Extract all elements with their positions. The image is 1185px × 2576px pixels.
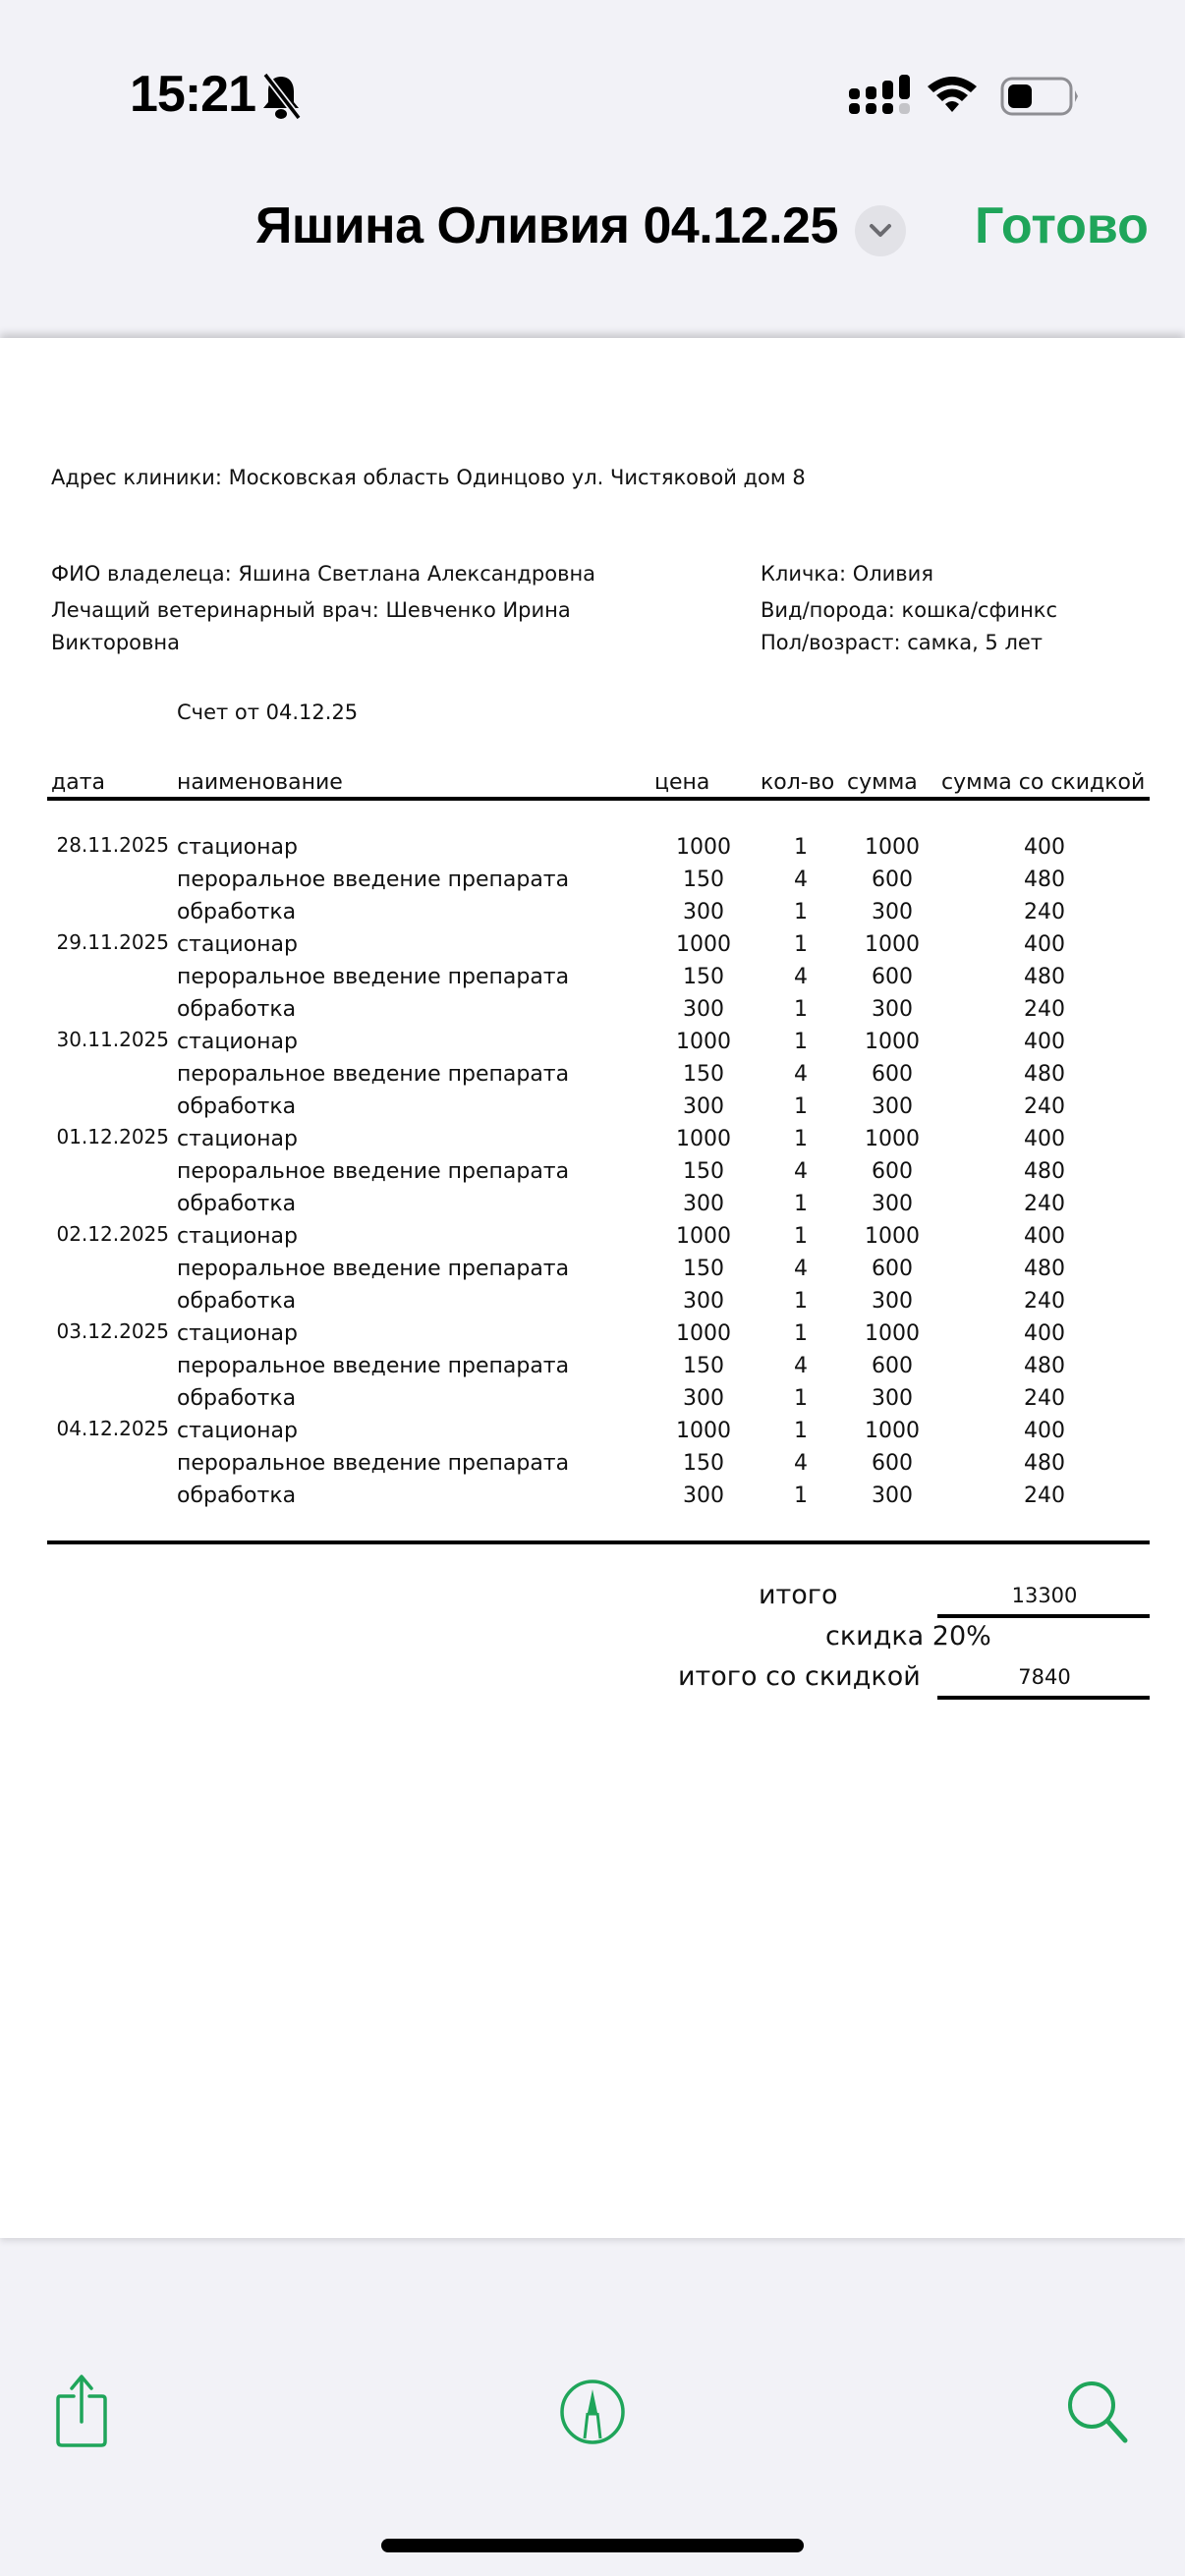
row-qty: 4 <box>794 1257 808 1281</box>
table-row <box>0 932 1185 965</box>
row-date: 30.11.2025 <box>56 1028 169 1051</box>
row-date: 02.12.2025 <box>56 1222 169 1246</box>
row-name: обработка <box>177 1192 297 1216</box>
row-discounted: 480 <box>1024 1257 1065 1281</box>
row-qty: 1 <box>794 997 808 1022</box>
share-icon <box>52 2373 111 2451</box>
table-row <box>0 835 1185 868</box>
row-name: обработка <box>177 1094 297 1119</box>
row-price: 1000 <box>676 1321 731 1346</box>
row-discounted: 240 <box>1024 1289 1065 1314</box>
row-sum: 1000 <box>865 1127 920 1151</box>
discount-label: скидка 20% <box>825 1621 991 1652</box>
row-sum: 600 <box>872 1159 913 1184</box>
row-name: пероральное введение препарата <box>177 1062 570 1087</box>
row-name: пероральное введение препарата <box>177 1451 570 1476</box>
row-discounted: 480 <box>1024 965 1065 989</box>
row-sum: 1000 <box>865 835 920 860</box>
markup-button[interactable] <box>550 2373 635 2451</box>
row-qty: 4 <box>794 1159 808 1184</box>
row-sum: 300 <box>872 1289 913 1314</box>
row-discounted: 480 <box>1024 1159 1065 1184</box>
document-title[interactable]: Яшина Оливия 04.12.25 <box>255 197 838 254</box>
row-qty: 1 <box>794 1321 808 1346</box>
row-name: пероральное введение препарата <box>177 1354 570 1378</box>
row-qty: 1 <box>794 1419 808 1443</box>
doctor-name-line1: Лечащий ветеринарный врач: Шевченко Ирина <box>51 598 571 622</box>
row-qty: 1 <box>794 1224 808 1249</box>
table-bottom-divider <box>47 1540 1150 1544</box>
row-discounted: 480 <box>1024 1451 1065 1476</box>
row-price: 300 <box>683 1484 724 1508</box>
table-row <box>0 1386 1185 1419</box>
row-price: 150 <box>683 1451 724 1476</box>
pet-species: Вид/порода: кошка/сфинкс <box>761 598 1058 622</box>
row-sum: 600 <box>872 1451 913 1476</box>
row-name: стационар <box>177 835 298 860</box>
row-price: 1000 <box>676 1030 731 1054</box>
total-label: итого <box>759 1580 838 1610</box>
row-name: стационар <box>177 1419 298 1443</box>
row-sum: 600 <box>872 965 913 989</box>
table-row <box>0 868 1185 900</box>
row-qty: 1 <box>794 1030 808 1054</box>
table-row <box>0 1451 1185 1484</box>
table-row <box>0 997 1185 1030</box>
row-discounted: 480 <box>1024 1062 1065 1087</box>
row-qty: 4 <box>794 1062 808 1087</box>
row-discounted: 400 <box>1024 835 1065 860</box>
row-name: стационар <box>177 932 298 957</box>
table-row <box>0 1224 1185 1257</box>
row-price: 1000 <box>676 835 731 860</box>
row-name: стационар <box>177 1321 298 1346</box>
table-row <box>0 1159 1185 1192</box>
row-date: 28.11.2025 <box>56 833 169 857</box>
row-qty: 1 <box>794 932 808 957</box>
row-discounted: 240 <box>1024 1484 1065 1508</box>
row-name: стационар <box>177 1030 298 1054</box>
row-discounted: 240 <box>1024 1094 1065 1119</box>
row-sum: 1000 <box>865 932 920 957</box>
row-sum: 1000 <box>865 1030 920 1054</box>
row-sum: 300 <box>872 997 913 1022</box>
row-date: 01.12.2025 <box>56 1125 169 1148</box>
row-price: 150 <box>683 1159 724 1184</box>
row-sum: 300 <box>872 1192 913 1216</box>
title-menu-button[interactable] <box>855 205 906 256</box>
row-name: пероральное введение препарата <box>177 1159 570 1184</box>
row-discounted: 240 <box>1024 1386 1065 1411</box>
row-name: обработка <box>177 900 297 924</box>
header-name: наименование <box>177 770 343 795</box>
cellular-signal-icon <box>847 75 912 116</box>
row-sum: 1000 <box>865 1224 920 1249</box>
search-button[interactable] <box>1061 2373 1136 2451</box>
row-discounted: 400 <box>1024 1224 1065 1249</box>
table-row <box>0 1321 1185 1354</box>
row-price: 150 <box>683 1257 724 1281</box>
header-sum: сумма <box>847 770 918 795</box>
row-qty: 4 <box>794 965 808 989</box>
row-discounted: 400 <box>1024 1030 1065 1054</box>
row-name: обработка <box>177 997 297 1022</box>
share-button[interactable] <box>47 2368 116 2456</box>
row-discounted: 480 <box>1024 868 1065 892</box>
row-price: 300 <box>683 997 724 1022</box>
row-qty: 1 <box>794 1484 808 1508</box>
row-qty: 1 <box>794 1289 808 1314</box>
row-sum: 600 <box>872 1354 913 1378</box>
row-price: 300 <box>683 1094 724 1119</box>
row-price: 300 <box>683 1192 724 1216</box>
header-date: дата <box>51 770 105 795</box>
pet-sex-age: Пол/возраст: самка, 5 лет <box>761 631 1044 654</box>
row-price: 150 <box>683 1354 724 1378</box>
row-price: 300 <box>683 900 724 924</box>
row-qty: 1 <box>794 900 808 924</box>
markup-pen-icon <box>558 2378 627 2446</box>
row-qty: 4 <box>794 1451 808 1476</box>
owner-name: ФИО владелеца: Яшина Светлана Александровна <box>51 562 596 586</box>
invoice-title: Счет от 04.12.25 <box>177 700 359 724</box>
table-row <box>0 1192 1185 1224</box>
chevron-down-icon <box>868 222 893 240</box>
row-sum: 300 <box>872 900 913 924</box>
row-date: 04.12.2025 <box>56 1417 169 1440</box>
row-qty: 4 <box>794 868 808 892</box>
header-divider <box>47 797 1150 801</box>
row-name: обработка <box>177 1484 297 1508</box>
row-price: 1000 <box>676 932 731 957</box>
table-row <box>0 1094 1185 1127</box>
row-discounted: 400 <box>1024 932 1065 957</box>
row-name: пероральное введение препарата <box>177 1257 570 1281</box>
row-sum: 1000 <box>865 1419 920 1443</box>
home-indicator[interactable] <box>381 2539 804 2552</box>
doctor-name-line2: Викторовна <box>51 631 180 654</box>
row-price: 150 <box>683 1062 724 1087</box>
row-qty: 1 <box>794 1192 808 1216</box>
table-row <box>0 1257 1185 1289</box>
row-discounted: 240 <box>1024 1192 1065 1216</box>
table-row <box>0 1062 1185 1094</box>
discounted-total-underline <box>937 1696 1150 1700</box>
row-name: пероральное введение препарата <box>177 965 570 989</box>
row-sum: 600 <box>872 868 913 892</box>
row-qty: 1 <box>794 1127 808 1151</box>
table-row <box>0 1030 1185 1062</box>
table-row <box>0 1484 1185 1516</box>
row-price: 150 <box>683 868 724 892</box>
discounted-total-label: итого со скидкой <box>678 1661 921 1692</box>
row-price: 150 <box>683 965 724 989</box>
discounted-total-value: 7840 <box>1018 1665 1071 1689</box>
row-discounted: 400 <box>1024 1321 1065 1346</box>
row-date: 29.11.2025 <box>56 930 169 954</box>
row-name: пероральное введение препарата <box>177 868 570 892</box>
row-discounted: 240 <box>1024 900 1065 924</box>
status-bar <box>0 0 1185 187</box>
header-qty: кол-во <box>761 770 835 795</box>
table-row <box>0 1127 1185 1159</box>
row-discounted: 400 <box>1024 1419 1065 1443</box>
row-date: 03.12.2025 <box>56 1319 169 1343</box>
row-sum: 300 <box>872 1386 913 1411</box>
done-button[interactable]: Готово <box>975 197 1149 254</box>
header-discounted: сумма со скидкой <box>941 770 1146 795</box>
battery-low-icon <box>1000 77 1079 116</box>
table-row <box>0 965 1185 997</box>
row-name: обработка <box>177 1386 297 1411</box>
row-discounted: 400 <box>1024 1127 1065 1151</box>
status-time: 15:21 <box>130 66 255 123</box>
row-discounted: 480 <box>1024 1354 1065 1378</box>
row-sum: 300 <box>872 1484 913 1508</box>
clinic-address: Адрес клиники: Московская область Одинцово ул. Чистяковой дом 8 <box>51 466 806 489</box>
pet-name: Кличка: Оливия <box>761 562 933 586</box>
row-sum: 600 <box>872 1257 913 1281</box>
header-price: цена <box>654 770 710 795</box>
table-row <box>0 1354 1185 1386</box>
row-qty: 1 <box>794 1386 808 1411</box>
row-discounted: 240 <box>1024 997 1065 1022</box>
bell-slash-icon <box>257 71 305 122</box>
total-underline <box>937 1614 1150 1618</box>
row-price: 1000 <box>676 1419 731 1443</box>
table-row <box>0 1289 1185 1321</box>
total-value: 13300 <box>1011 1584 1078 1607</box>
row-sum: 600 <box>872 1062 913 1087</box>
table-row <box>0 1419 1185 1451</box>
row-name: обработка <box>177 1289 297 1314</box>
document-page <box>0 338 1185 2238</box>
row-qty: 1 <box>794 835 808 860</box>
row-price: 1000 <box>676 1127 731 1151</box>
row-price: 300 <box>683 1289 724 1314</box>
table-row <box>0 900 1185 932</box>
row-name: стационар <box>177 1127 298 1151</box>
row-qty: 1 <box>794 1094 808 1119</box>
row-sum: 1000 <box>865 1321 920 1346</box>
search-icon <box>1064 2378 1133 2446</box>
row-qty: 4 <box>794 1354 808 1378</box>
row-name: стационар <box>177 1224 298 1249</box>
wifi-icon <box>926 75 979 114</box>
row-price: 1000 <box>676 1224 731 1249</box>
row-price: 300 <box>683 1386 724 1411</box>
row-sum: 300 <box>872 1094 913 1119</box>
